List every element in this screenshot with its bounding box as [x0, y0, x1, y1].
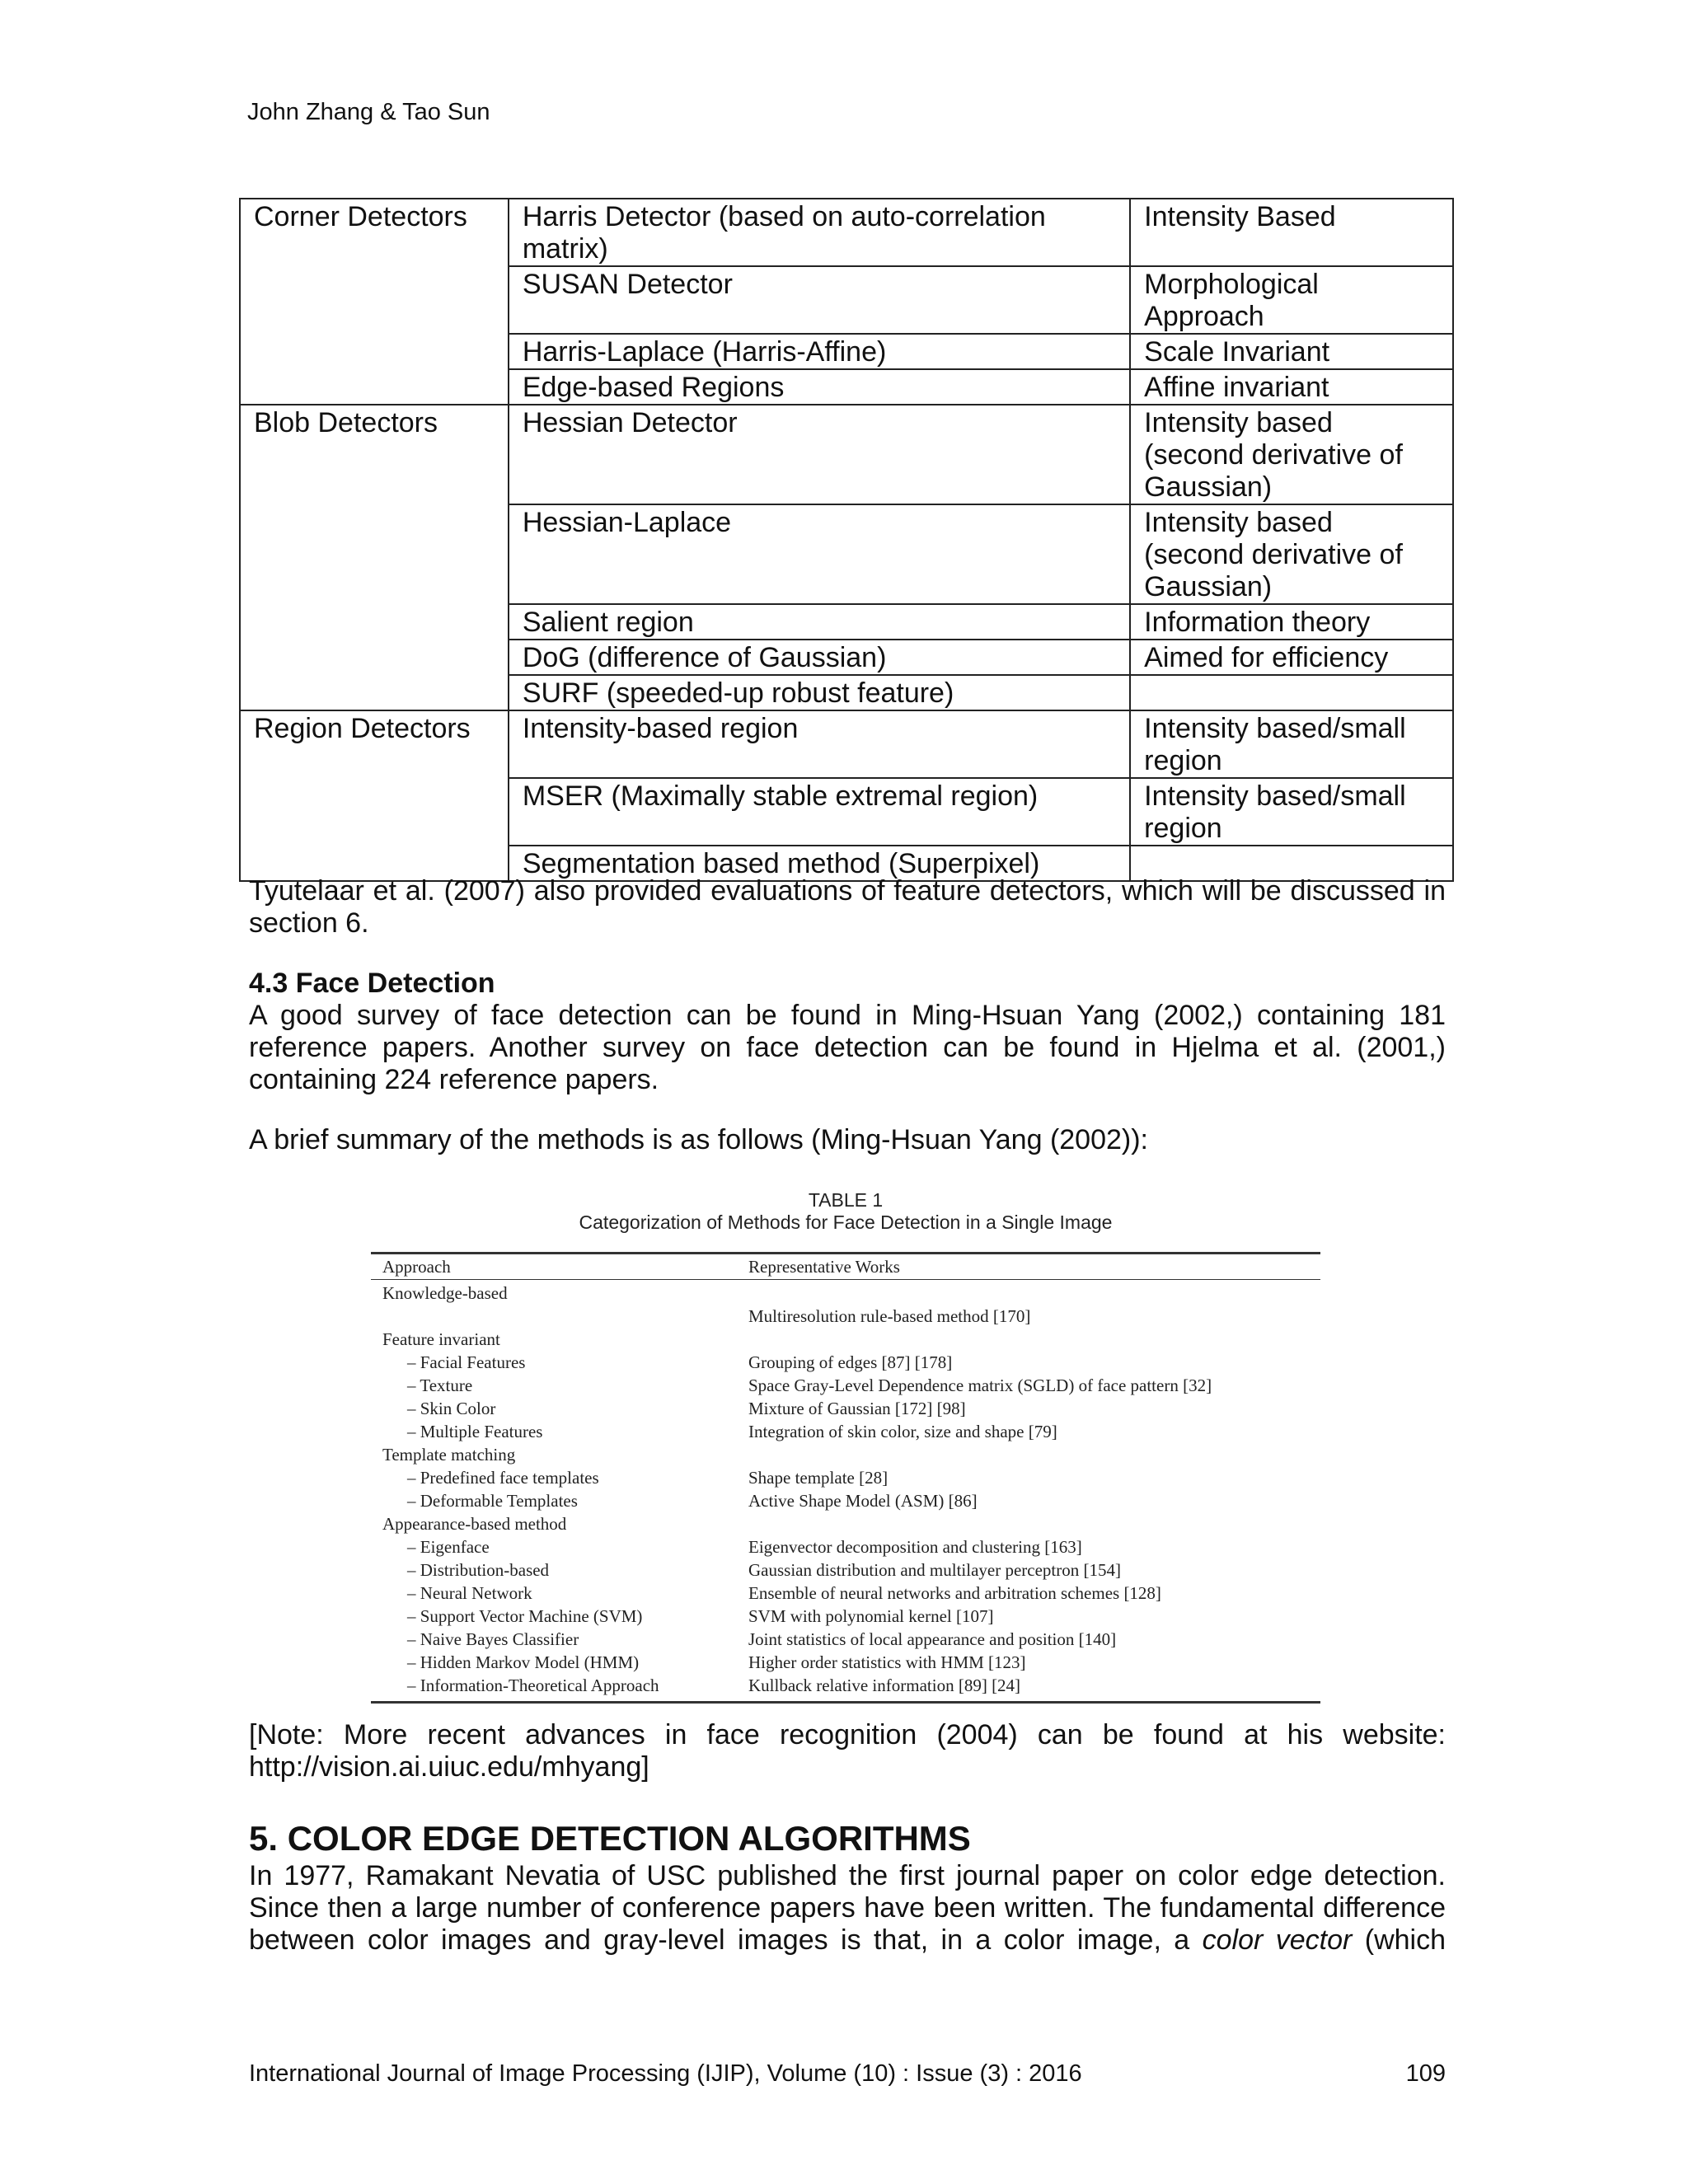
figure-face-detection-table: [371, 1189, 1320, 1695]
detector-row: [240, 199, 1453, 266]
figure-row: [371, 1397, 1320, 1420]
detector-type: Aimed for efficiency: [1130, 640, 1453, 675]
figure-approach-cell: Knowledge-based: [382, 1283, 508, 1303]
figure-works-cell: Joint statistics of local appearance and position [140]: [748, 1629, 1117, 1649]
figure-works-cell: SVM with polynomial kernel [107]: [748, 1606, 994, 1626]
figure-row: [371, 1420, 1320, 1443]
figure-approach-cell: – Multiple Features: [407, 1422, 543, 1441]
figure-col-works: Representative Works: [748, 1257, 900, 1277]
note-line-1: [Note: More recent advances in face recognition (2004) can be found at his website:: [249, 1719, 1446, 1750]
figure-row: [371, 1443, 1320, 1466]
detector-method: Edge-based Regions: [509, 369, 1130, 405]
figure-works-cell: Grouping of edges [87] [178]: [748, 1352, 953, 1372]
detector-type: Intensity based/small region: [1130, 710, 1453, 778]
figure-row: [371, 1651, 1320, 1674]
figure-approach-cell: – Eigenface: [407, 1537, 490, 1557]
detector-method: MSER (Maximally stable extremal region): [509, 778, 1130, 846]
figure-approach-cell: – Naive Bayes Classifier: [407, 1629, 579, 1649]
detector-method: Harris Detector (based on auto-correlation matrix): [509, 199, 1130, 266]
section-5-emphasis: color vector: [1202, 1924, 1353, 1956]
figure-works-cell: Eigenvector decomposition and clustering [163]: [748, 1537, 1082, 1557]
detector-category: Corner Detectors: [240, 199, 509, 405]
figure-works-cell: Multiresolution rule-based method [170]: [748, 1306, 1031, 1326]
figure-approach-cell: Feature invariant: [382, 1329, 500, 1349]
figure-works-cell: Ensemble of neural networks and arbitration schemes [128]: [748, 1583, 1161, 1603]
detector-type: Intensity based (second derivative of Gaussian): [1130, 504, 1453, 604]
running-head: John Zhang & Tao Sun: [247, 99, 490, 125]
figure-approach-cell: – Support Vector Machine (SVM): [407, 1606, 643, 1626]
subsection-heading-face-detection: 4.3 Face Detection: [249, 968, 495, 999]
paragraph-face-survey: A good survey of face detection can be found in Ming-Hsuan Yang (2002,) containing 181 reference papers. Another survey on face detection can be found in Hjelma et al. (2001,) containing 224 reference papers.: [249, 1000, 1446, 1095]
figure-caption-number: TABLE 1: [808, 1189, 884, 1211]
detector-type: [1130, 675, 1453, 710]
figure-header-row: [371, 1255, 1320, 1278]
figure-approach-cell: – Predefined face templates: [407, 1468, 599, 1488]
figure-works-cell: Higher order statistics with HMM [123]: [748, 1652, 1026, 1672]
section-5-heading: 5. COLOR EDGE DETECTION ALGORITHMS: [249, 1819, 971, 1858]
figure-works-cell: Kullback relative information [89] [24]: [748, 1675, 1021, 1695]
figure-approach-cell: – Neural Network: [407, 1583, 532, 1603]
figure-row: [371, 1374, 1320, 1397]
figure-row: [371, 1512, 1320, 1535]
detector-type: Scale Invariant: [1130, 334, 1453, 369]
figure-caption-title: Categorization of Methods for Face Detection in a Single Image: [579, 1212, 1113, 1233]
figure-approach-cell: – Information-Theoretical Approach: [407, 1675, 659, 1695]
page-footer: [249, 2060, 1446, 2088]
detector-table: [239, 198, 1454, 882]
figure-row: [371, 1489, 1320, 1512]
figure-row: [371, 1605, 1320, 1628]
section-5-text-start: In 1977, Ramakant Nevatia of USC published the first journal paper on color edge detection. Since then a large number of conference papers have been written. The fundamental difference between color images and gray-level images is that, in a color image, a: [249, 1860, 1446, 1956]
figure-works-cell: Shape template [28]: [748, 1468, 889, 1488]
figure-row: [371, 1558, 1320, 1582]
figure-approach-cell: – Texture: [407, 1376, 473, 1395]
detector-type: Intensity based (second derivative of Gaussian): [1130, 405, 1453, 504]
detector-type: Intensity based/small region: [1130, 778, 1453, 846]
figure-header-rule: [371, 1279, 1320, 1280]
detector-method: Intensity-based region: [509, 710, 1130, 778]
detector-row: [240, 405, 1453, 504]
figure-approach-cell: – Hidden Markov Model (HMM): [407, 1652, 640, 1672]
detector-method: SUSAN Detector: [509, 266, 1130, 334]
figure-works-cell: Active Shape Model (ASM) [86]: [748, 1491, 978, 1511]
detector-type: Intensity Based: [1130, 199, 1453, 266]
paragraph-tyutelaar: Tyutelaar et al. (2007) also provided evaluations of feature detectors, which will be discussed in section 6.: [249, 875, 1446, 939]
figure-row: [371, 1305, 1320, 1328]
figure-row: [371, 1328, 1320, 1351]
detector-method: DoG (difference of Gaussian): [509, 640, 1130, 675]
figure-approach-cell: Template matching: [382, 1445, 516, 1465]
figure-bottom-rule: [371, 1701, 1320, 1704]
detector-type: Affine invariant: [1130, 369, 1453, 405]
detector-category: Blob Detectors: [240, 405, 509, 710]
figure-works-cell: Gaussian distribution and multilayer perceptron [154]: [748, 1560, 1121, 1580]
detector-method: Harris-Laplace (Harris-Affine): [509, 334, 1130, 369]
figure-approach-cell: – Distribution-based: [407, 1560, 550, 1580]
figure-approach-cell: Appearance-based method: [382, 1514, 567, 1534]
detector-method: Salient region: [509, 604, 1130, 640]
figure-works-cell: Space Gray-Level Dependence matrix (SGLD) of face pattern [32]: [748, 1376, 1212, 1395]
figure-row: [371, 1582, 1320, 1605]
note-line-2: http://vision.ai.uiuc.edu/mhyang]: [249, 1751, 649, 1783]
section-5-text-end: (which: [1352, 1924, 1447, 1956]
page-number: 109: [1405, 2060, 1446, 2087]
figure-works-cell: Integration of skin color, size and shape [79]: [748, 1422, 1057, 1441]
figure-row: [371, 1466, 1320, 1489]
figure-approach-cell: – Deformable Templates: [407, 1491, 578, 1511]
figure-row: [371, 1628, 1320, 1651]
detector-method: SURF (speeded-up robust feature): [509, 675, 1130, 710]
detector-method: Segmentation based method (Superpixel): [509, 846, 1130, 881]
detector-category: Region Detectors: [240, 710, 509, 881]
figure-row: [371, 1535, 1320, 1558]
paragraph-summary: A brief summary of the methods is as follows (Ming-Hsuan Yang (2002)):: [249, 1124, 1148, 1155]
figure-top-rule: [371, 1252, 1320, 1254]
detector-type: Information theory: [1130, 604, 1453, 640]
figure-works-cell: Mixture of Gaussian [172] [98]: [748, 1399, 966, 1418]
figure-approach-cell: – Skin Color: [407, 1399, 496, 1418]
detector-row: [240, 710, 1453, 778]
figure-row: [371, 1351, 1320, 1374]
footer-journal: International Journal of Image Processing (IJIP), Volume (10) : Issue (3) : 2016: [249, 2060, 1082, 2087]
section-5-paragraph: [249, 1860, 1446, 1957]
figure-approach-cell: – Facial Features: [407, 1352, 526, 1372]
figure-row: [371, 1282, 1320, 1305]
figure-row: [371, 1674, 1320, 1697]
detector-method: Hessian Detector: [509, 405, 1130, 504]
detector-type: Morphological Approach: [1130, 266, 1453, 334]
detector-method: Hessian-Laplace: [509, 504, 1130, 604]
figure-col-approach: Approach: [382, 1257, 451, 1277]
